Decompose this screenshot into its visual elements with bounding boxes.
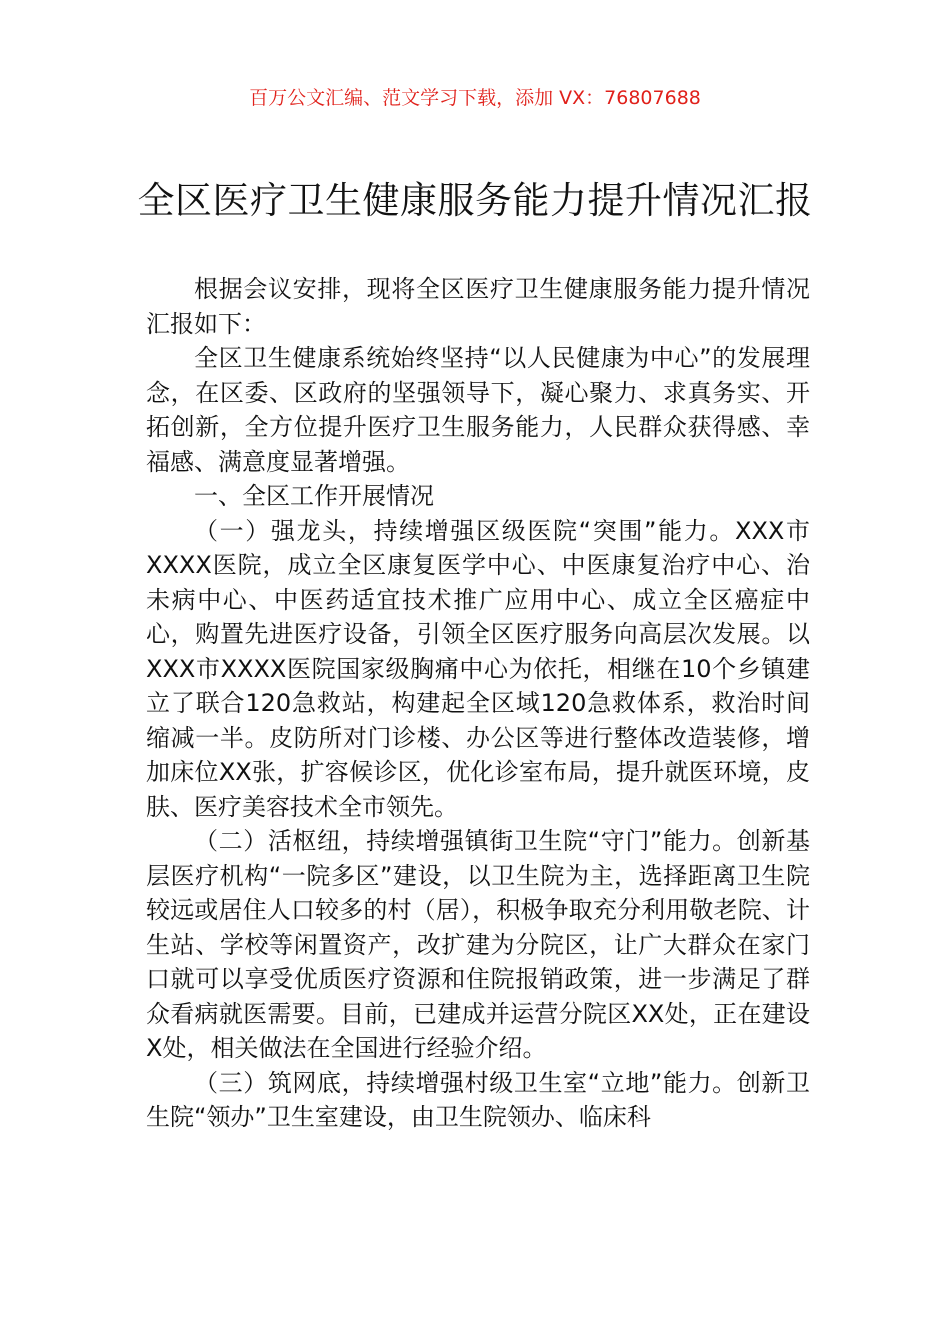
document-body: [146, 272, 810, 1135]
paragraph-item-3: （三）筑网底，持续增强村级卫生室“立地”能力。创新卫生院“领办”卫生室建设，由卫生院领办、临床科: [146, 1068, 810, 1131]
paragraph-overview: 全区卫生健康系统始终坚持“以人民健康为中心”的发展理念，在区委、区政府的坚强领导下，凝心聚力、求真务实、开拓创新，全方位提升医疗卫生服务能力，人民群众获得感、幸福感、满意度显著增强。: [146, 344, 810, 476]
section-heading-1: 一、全区工作开展情况: [194, 482, 434, 510]
paragraph-intro: 根据会议安排，现将全区医疗卫生健康服务能力提升情况汇报如下：: [146, 275, 810, 338]
paragraph-item-2: （二）活枢纽，持续增强镇街卫生院“守门”能力。创新基层医疗机构“一院多区”建设，以卫生院为主，选择距离卫生院较远或居住人口较多的村（居），积极争取充分利用敬老院、计生站、学校等闲置资产，改扩建为分院区，让广大群众在家门口就可以享受优质医疗资源和住院报销政策，进一步满足了群众看病就医需要。目前，已建成并运营分院区XX处，正在建设X处，相关做法在全国进行经验介绍。: [146, 827, 810, 1062]
paragraph-item-1: （一）强龙头，持续增强区级医院“突围”能力。XXX市XXXX医院，成立全区康复医学中心、中医康复治疗中心、治未病中心、中医药适宜技术推广应用中心、成立全区癌症中心，购置先进医疗设备，引领全区医疗服务向高层次发展。以XXX市XXXX医院国家级胸痛中心为依托，相继在10个乡镇建立了联合120急救站，构建起全区域120急救体系，救治时间缩减一半。皮防所对门诊楼、办公区等进行整体改造装修，增加床位XX张，扩容候诊区，优化诊室布局，提升就医环境，皮肤、医疗美容技术全市领先。: [146, 516, 810, 821]
watermark-header: 百万公文汇编、范文学习下载，添加 VX：76807688: [249, 87, 701, 109]
document-title: 全区医疗卫生健康服务能力提升情况汇报: [137, 179, 813, 222]
